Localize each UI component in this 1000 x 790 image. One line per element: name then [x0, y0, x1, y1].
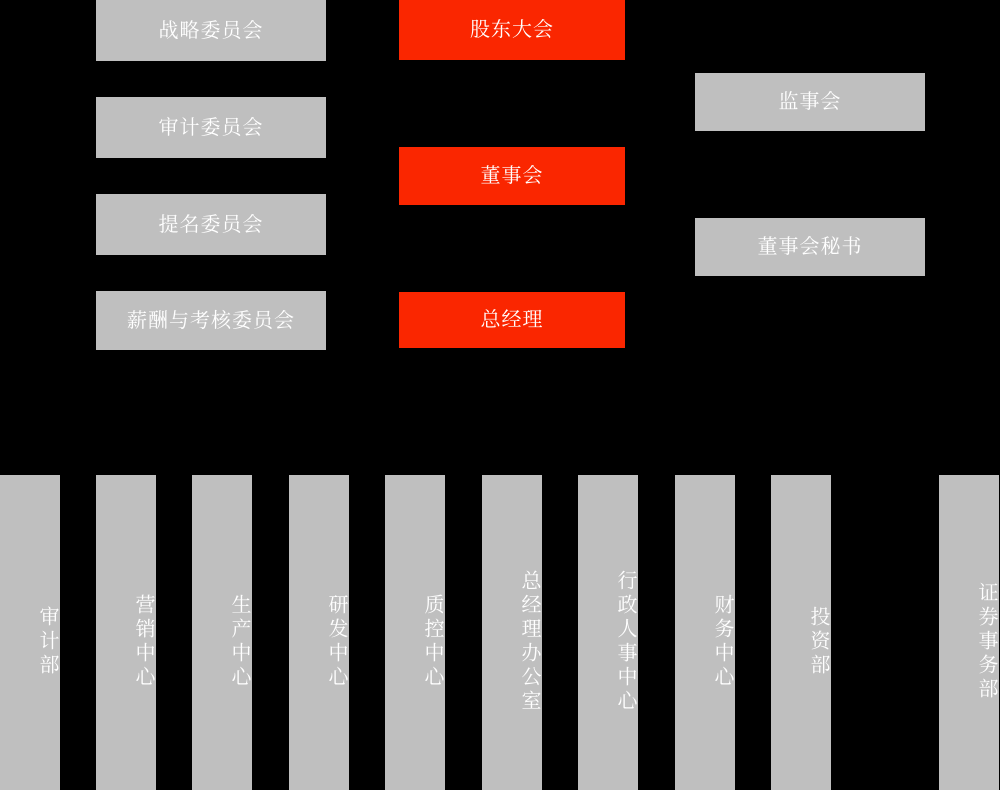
department-box[interactable] — [289, 475, 349, 790]
org-node-box[interactable] — [96, 0, 326, 61]
org-node-box[interactable] — [399, 147, 625, 205]
department-box[interactable] — [385, 475, 445, 790]
department-box[interactable] — [192, 475, 252, 790]
org-node-label: 薪酬与考核委员会 — [127, 309, 295, 332]
department-box[interactable] — [96, 475, 156, 790]
org-node-label: 监事会 — [778, 91, 842, 113]
org-node-label: 审计委员会 — [158, 116, 264, 139]
org-node-box[interactable] — [96, 194, 326, 255]
department-box[interactable] — [939, 475, 999, 790]
department-box[interactable] — [675, 475, 735, 790]
department-label: 生产中心 — [228, 593, 250, 690]
org-node-label: 股东大会 — [470, 19, 554, 41]
department-box[interactable] — [578, 475, 638, 790]
department-label: 投资部 — [807, 605, 829, 678]
org-node-box[interactable] — [399, 292, 625, 348]
org-node-box[interactable] — [695, 73, 925, 131]
department-label: 总经理办公室 — [518, 569, 540, 714]
department-label: 质控中心 — [421, 593, 443, 690]
department-box[interactable] — [482, 475, 542, 790]
department-box[interactable] — [0, 475, 60, 790]
org-node-box[interactable] — [96, 97, 326, 158]
department-label: 财务中心 — [711, 593, 733, 690]
org-node-label: 提名委员会 — [158, 213, 264, 236]
org-node-label: 战略委员会 — [158, 19, 264, 42]
org-node-label: 董事会秘书 — [757, 236, 863, 258]
org-node-box[interactable] — [96, 291, 326, 350]
org-node-box[interactable] — [399, 0, 625, 60]
department-label: 研发中心 — [325, 593, 347, 690]
org-node-box[interactable] — [695, 218, 925, 276]
department-label: 证券事务部 — [975, 581, 997, 702]
org-node-label: 董事会 — [480, 165, 544, 187]
org-node-label: 总经理 — [480, 309, 544, 331]
department-box[interactable] — [771, 475, 831, 790]
department-label: 营销中心 — [132, 593, 154, 690]
department-label: 审计部 — [36, 605, 58, 678]
department-label: 行政人事中心 — [614, 569, 636, 714]
